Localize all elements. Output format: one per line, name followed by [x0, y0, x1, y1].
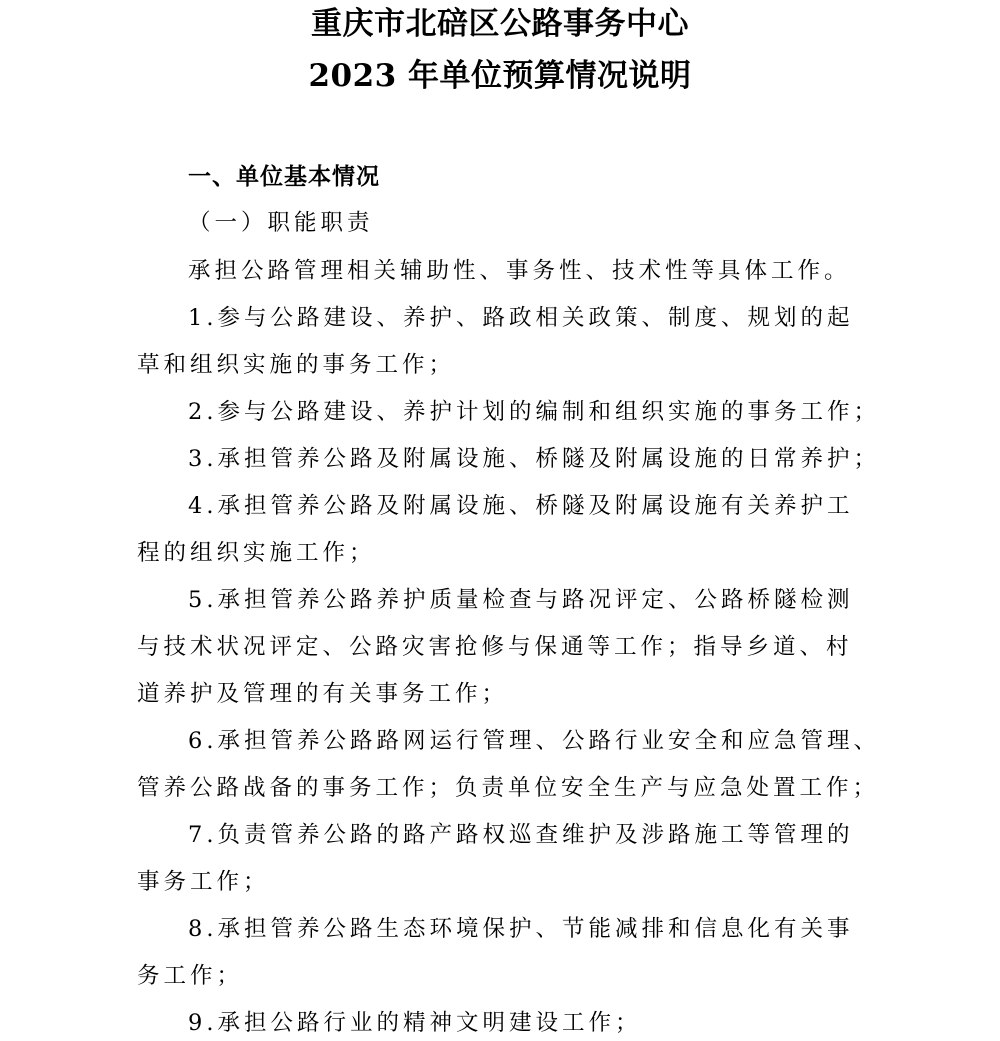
list-item-1-line-1: 1.参与公路建设、养护、路政相关政策、制度、规划的起 — [188, 305, 854, 331]
list-item-3-line-1: 3.承担管养公路及附属设施、桥隧及附属设施的日常养护； — [188, 446, 880, 472]
list-item-9-line-1: 9.承担公路行业的精神文明建设工作； — [188, 1010, 642, 1036]
list-item-6-line-2: 管养公路战备的事务工作；负责单位安全生产与应急处置工作； — [137, 775, 880, 801]
list-item-7-line-2: 事务工作； — [137, 869, 270, 895]
list-item-5-line-1: 5.承担管养公路养护质量检查与路况评定、公路桥隧检测 — [188, 587, 854, 613]
intro-paragraph: 承担公路管理相关辅助性、事务性、技术性等具体工作。 — [188, 258, 851, 284]
list-item-5-line-3: 道养护及管理的有关事务工作； — [137, 681, 509, 707]
list-item-2-line-1: 2.参与公路建设、养护计划的编制和组织实施的事务工作； — [188, 399, 880, 425]
list-item-7-line-1: 7.负责管养公路的路产路权巡查维护及涉路施工等管理的 — [188, 822, 854, 848]
list-item-4-line-1: 4.承担管养公路及附属设施、桥隧及附属设施有关养护工 — [188, 493, 854, 519]
list-item-1-line-2: 草和组织实施的事务工作； — [137, 352, 456, 378]
list-item-8-line-2: 务工作； — [137, 963, 244, 989]
list-item-8-line-1: 8.承担管养公路生态环境保护、节能减排和信息化有关事 — [188, 916, 854, 942]
document-title-line-1: 重庆市北碚区公路事务中心 — [311, 6, 689, 42]
list-item-5-line-2: 与技术状况评定、公路灾害抢修与保通等工作；指导乡道、村 — [137, 634, 853, 660]
section-heading-basic-info: 一、单位基本情况 — [188, 164, 380, 190]
document-title-line-2: 2023 年单位预算情况说明 — [308, 58, 692, 94]
list-item-6-line-1: 6.承担管养公路路网运行管理、公路行业安全和应急管理、 — [188, 728, 880, 754]
list-item-4-line-2: 程的组织实施工作； — [137, 540, 376, 566]
subsection-heading-functions: （一）职能职责 — [188, 210, 374, 236]
